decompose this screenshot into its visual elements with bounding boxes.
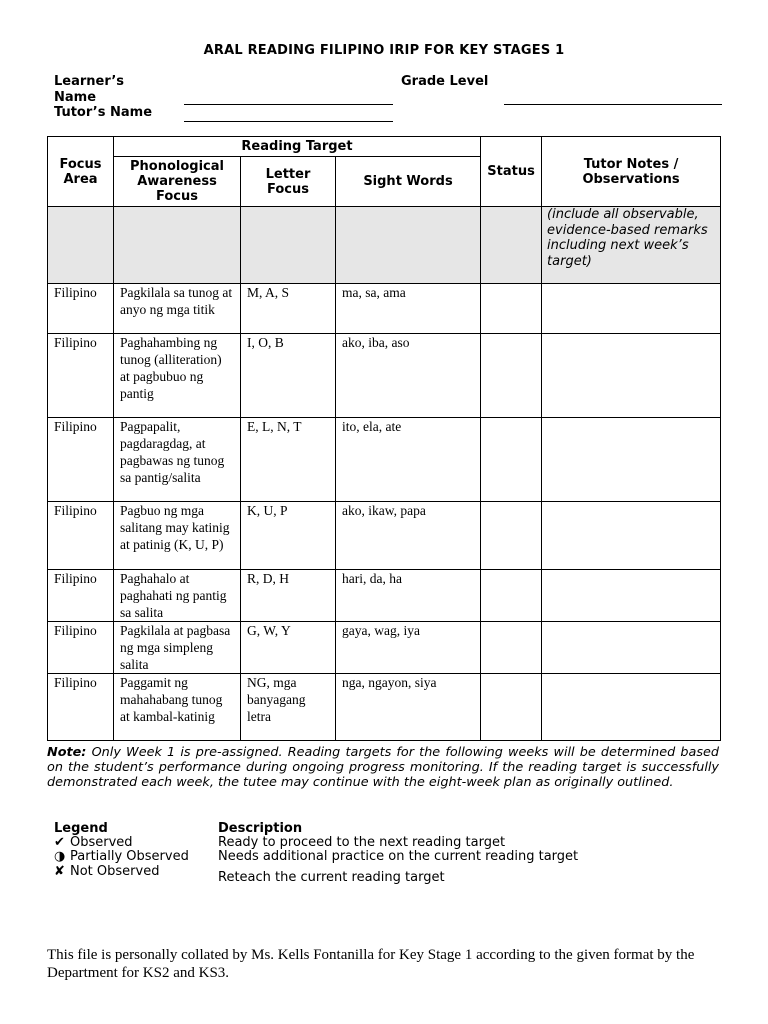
sight-words-cell: ako, iba, aso <box>336 334 481 418</box>
header-status: Status <box>481 137 542 207</box>
note-text: Only Week 1 is pre-assigned. Reading targets for the following weeks will be determined based on the student’s performance during ongoing progress monitoring. If the reading target is successfully demonstrated each week, the tutee may continue with the eight-week plan as originally outlined. <box>47 745 719 790</box>
legend-label: Partially Observed <box>70 849 189 864</box>
phonological-cell: Paghahambing ng tunog (alliteration) at pagbubuo ng pantig <box>114 334 241 418</box>
letter-focus-cell: I, O, B <box>241 334 336 418</box>
sight-words-cell: hari, da, ha <box>336 570 481 622</box>
tutor-notes-cell[interactable] <box>542 502 721 570</box>
tutor-notes-cell[interactable] <box>542 622 721 674</box>
status-cell[interactable] <box>481 502 542 570</box>
header-sight-words: Sight Words <box>336 157 481 207</box>
letter-focus-cell: NG, mga banyagang letra <box>241 674 336 741</box>
sight-words-cell: ma, sa, ama <box>336 284 481 334</box>
status-cell[interactable] <box>481 622 542 674</box>
tutor-notes-cell[interactable] <box>542 334 721 418</box>
phonological-cell: Pagkilala sa tunog at anyo ng mga titik <box>114 284 241 334</box>
phonological-cell: Paggamit ng mahahabang tunog at kambal-katinig <box>114 674 241 741</box>
table-row <box>48 622 721 674</box>
tutor-notes-cell[interactable] <box>542 570 721 622</box>
example-cell[interactable] <box>336 207 481 284</box>
sight-words-cell: ako, ikaw, papa <box>336 502 481 570</box>
table-row <box>48 418 721 502</box>
learner-name-field[interactable] <box>184 104 393 105</box>
document-title: ARAL READING FILIPINO IRIP FOR KEY STAGES 1 <box>203 43 565 58</box>
focus-area-cell: Filipino <box>48 502 114 570</box>
phonological-cell: Pagbuo ng mga salitang may katinig at patinig (K, U, P) <box>114 502 241 570</box>
phonological-cell: Pagpapalit, pagdaragdag, at pagbawas ng tunog sa pantig/salita <box>114 418 241 502</box>
example-notes-cell[interactable]: (include all observable, evidence-based remarks including next week’s target) <box>542 207 721 284</box>
legend-description: Reteach the current reading target <box>218 870 445 885</box>
header-tutor-notes: Tutor Notes / Observations <box>542 137 721 207</box>
half-circle-icon: ◑ <box>54 849 66 864</box>
table-row <box>48 674 721 741</box>
table-row <box>48 570 721 622</box>
legend-item-partially-observed <box>54 849 189 864</box>
legend-item-observed <box>54 835 133 850</box>
tutor-name-label: Tutor’s Name <box>54 105 153 120</box>
example-cell[interactable] <box>114 207 241 284</box>
example-row <box>48 207 721 284</box>
description-heading: Description <box>218 821 303 836</box>
example-cell[interactable] <box>481 207 542 284</box>
focus-area-cell: Filipino <box>48 570 114 622</box>
legend-description: Ready to proceed to the next reading target <box>218 835 506 850</box>
sight-words-cell: ito, ela, ate <box>336 418 481 502</box>
table-row <box>48 502 721 570</box>
focus-area-cell: Filipino <box>48 284 114 334</box>
status-cell[interactable] <box>481 334 542 418</box>
table-row <box>48 334 721 418</box>
sight-words-cell: nga, ngayon, siya <box>336 674 481 741</box>
header-focus-area: Focus Area <box>48 137 114 207</box>
letter-focus-cell: M, A, S <box>241 284 336 334</box>
letter-focus-cell: K, U, P <box>241 502 336 570</box>
note-paragraph <box>47 745 719 790</box>
status-cell[interactable] <box>481 674 542 741</box>
cross-icon: ✘ <box>54 864 65 879</box>
grade-level-field[interactable] <box>504 104 722 105</box>
focus-area-cell: Filipino <box>48 674 114 741</box>
tutor-name-field[interactable] <box>184 121 393 122</box>
phonological-cell: Pagkilala at pagbasa ng mga simpleng salita <box>114 622 241 674</box>
letter-focus-cell: G, W, Y <box>241 622 336 674</box>
phonological-cell: Paghahalo at paghahati ng pantig sa salita <box>114 570 241 622</box>
table-row <box>48 284 721 334</box>
legend-heading: Legend <box>54 821 108 836</box>
legend-label: Not Observed <box>70 864 160 879</box>
status-cell[interactable] <box>481 418 542 502</box>
letter-focus-cell: E, L, N, T <box>241 418 336 502</box>
tutor-notes-cell[interactable] <box>542 418 721 502</box>
header-phonological: Phonological Awareness Focus <box>114 157 241 207</box>
focus-area-cell: Filipino <box>48 622 114 674</box>
legend-description: Needs additional practice on the current reading target <box>218 849 579 864</box>
tutor-notes-cell[interactable] <box>542 284 721 334</box>
header-reading-target: Reading Target <box>114 137 481 157</box>
header-letter-focus: Letter Focus <box>241 157 336 207</box>
focus-area-cell: Filipino <box>48 418 114 502</box>
legend-label: Observed <box>70 835 133 850</box>
footer-credit: This file is personally collated by Ms. Kells Fontanilla for Key Stage 1 according to the given format by the Department for KS2 and KS3. <box>47 947 695 981</box>
learner-name-label: Learner’s Name <box>54 74 124 105</box>
irip-table <box>47 136 721 741</box>
grade-level-label: Grade Level <box>401 74 489 89</box>
check-icon: ✔ <box>54 835 65 850</box>
example-cell[interactable] <box>48 207 114 284</box>
letter-focus-cell: R, D, H <box>241 570 336 622</box>
status-cell[interactable] <box>481 570 542 622</box>
tutor-notes-cell[interactable] <box>542 674 721 741</box>
focus-area-cell: Filipino <box>48 334 114 418</box>
status-cell[interactable] <box>481 284 542 334</box>
note-label: Note: <box>47 745 87 760</box>
example-cell[interactable] <box>241 207 336 284</box>
sight-words-cell: gaya, wag, iya <box>336 622 481 674</box>
legend-item-not-observed <box>54 864 159 879</box>
